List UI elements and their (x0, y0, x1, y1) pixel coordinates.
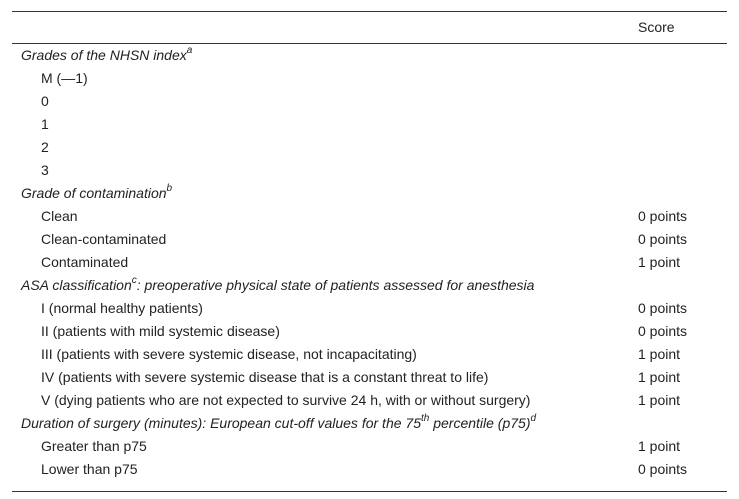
row-label: 0 (41, 93, 49, 109)
table-row (12, 297, 727, 320)
score-column-header: Score (638, 19, 675, 35)
table-top-rule (12, 11, 727, 12)
section-heading-nhsn (12, 44, 727, 67)
row-label: 2 (41, 139, 49, 155)
row-score: 1 point (638, 346, 681, 362)
table-row (12, 205, 727, 228)
section-title: ASA classification (21, 277, 132, 293)
table-row (12, 251, 727, 274)
table-row (12, 113, 727, 136)
footnote-marker: d (530, 413, 537, 425)
table-bottom-rule (12, 491, 727, 492)
row-label: Clean-contaminated (41, 231, 167, 247)
table-row (12, 458, 727, 481)
table-row (12, 435, 727, 458)
section-title-continuation: percentile (p75) (429, 415, 531, 431)
superscript-th: th (420, 413, 430, 425)
row-score: 1 point (638, 438, 681, 454)
table-row (12, 67, 727, 90)
row-label: V (dying patients who are not expected to survive 24 h, with or without surgery) (41, 392, 531, 408)
footnote-marker: a (186, 45, 193, 57)
table-row (12, 320, 727, 343)
section-title-continuation: : preoperative physical state of patients assessed for anesthesia (136, 277, 535, 293)
section-heading-asa (12, 274, 727, 297)
row-label: I (normal healthy patients) (41, 300, 203, 316)
row-score: 0 points (638, 231, 688, 247)
table-row (12, 366, 727, 389)
footnote-marker: c (131, 275, 137, 287)
row-label: III (patients with severe systemic disease, not incapacitating) (41, 346, 417, 362)
footnote-marker: b (166, 183, 173, 195)
row-score: 0 points (638, 461, 688, 477)
row-label: M (—1) (41, 70, 88, 86)
row-label: 3 (41, 162, 49, 178)
row-label: Lower than p75 (41, 461, 138, 477)
section-heading-duration (12, 412, 727, 435)
row-label: Greater than p75 (41, 438, 147, 454)
row-score: 0 points (638, 300, 688, 316)
row-label: IV (patients with severe systemic disease that is a constant threat to life) (41, 369, 489, 385)
table-row (12, 343, 727, 366)
row-label: II (patients with mild systemic disease) (41, 323, 280, 339)
section-heading-contamination (12, 182, 727, 205)
table-row (12, 136, 727, 159)
row-label: Contaminated (41, 254, 129, 270)
header-row (12, 16, 727, 39)
row-label: 1 (41, 116, 49, 132)
table-row (12, 159, 727, 182)
row-score: 1 point (638, 392, 681, 408)
row-score: 0 points (638, 208, 688, 224)
section-title: Grade of contamination (21, 185, 167, 201)
row-label: Clean (41, 208, 78, 224)
table-row (12, 90, 727, 113)
row-score: 0 points (638, 323, 688, 339)
table-row (12, 389, 727, 412)
section-title: Grades of the NHSN index (21, 47, 187, 63)
section-title: Duration of surgery (minutes): European cut-off values for the 75 (21, 415, 421, 431)
row-score: 1 point (638, 369, 681, 385)
table-row (12, 228, 727, 251)
row-score: 1 point (638, 254, 681, 270)
